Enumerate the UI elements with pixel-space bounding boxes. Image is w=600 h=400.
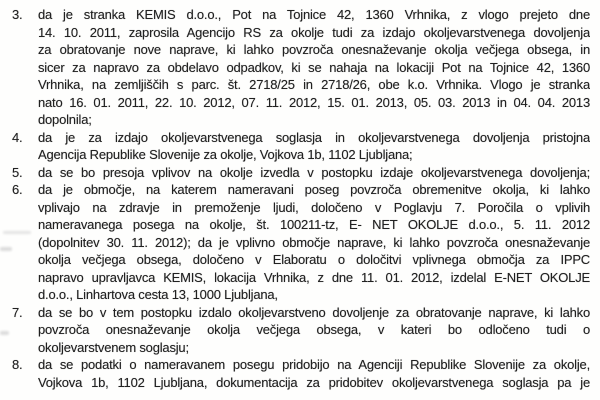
text-line: da se bo v tem postopku izdalo okoljevarstveno dovoljenje za obratovanje naprave, ki lahko (38, 304, 590, 320)
text-line: napravo upravljavca KEMIS, lokacija Vrhnika, z dne 11. 01. 2012, izdelal E-NET OKOLJE (38, 269, 590, 285)
text-line: Agencija Republike Slovenije za okolje, Vojkova 1b, 1102 Ljubljana; (38, 147, 413, 162)
list-item (10, 181, 590, 304)
item-body (38, 6, 590, 129)
item-body (38, 356, 590, 391)
scan-artifact (0, 331, 9, 335)
item-number: 6. (12, 182, 23, 197)
list-item (10, 6, 590, 129)
text-line: povzroča onesnaževanje okolja večjega obsega, v kateri bo odločeno tudi o (38, 322, 590, 337)
item-number: 5. (12, 164, 23, 180)
text-line: nato 16. 01. 2011, 22. 10. 2012, 07. 11. 2012, 15. 01. 2013, 05. 03. 2013 in 04. 04. 2013 (38, 94, 590, 110)
list-item (10, 164, 590, 182)
text-line: da je za izdajo okoljevarstvenega soglasja in okoljevarstvenega dovoljenja pristojna (38, 129, 590, 145)
text-line: 14. 10. 2011, zaprosila Agencijo RS za okolje tudi za izdajo okoljevarstvenega dovoljenja (38, 24, 590, 40)
item-body (38, 164, 590, 182)
text-line: da se podatki o nameravanem posegu pridobijo na Agenciji Republike Slovenije za okolje, (38, 357, 590, 372)
list-item (10, 129, 590, 164)
text-line: vplivajo na zdravje in premoženje ljudi, določeno v Poglavju 7. Poročila o vplivih (38, 199, 590, 215)
item-number: 3. (12, 7, 23, 22)
text-line: nameravanega posega na okolje, št. 100211-tz, E- NET OKOLJE d.o.o., 5. 11. 2012 (38, 217, 590, 232)
item-body (38, 129, 590, 164)
text-line: da se bo presoja vplivov na okolje izvedla v postopku izdaje okoljevarstvenega dovoljenja; (38, 164, 590, 180)
text-line: za obratovanje nove naprave, ki lahko povzroča onesnaževanje okolja večjega obsega, in (38, 42, 590, 57)
item-body (38, 181, 590, 304)
text-line: Vojkova 1b, 1102 Ljubljana, dokumentacija za pridobitev okoljevarstvenega soglasja pa je (38, 374, 590, 390)
list-item (10, 356, 590, 391)
list-item (10, 304, 590, 357)
item-number: 7. (12, 304, 23, 320)
numbered-list (10, 6, 590, 391)
scan-artifact (3, 231, 31, 234)
item-body (38, 304, 590, 357)
text-line: da je območje, na katerem nameravani poseg povzroča obremenitve okolja, ki lahko (38, 182, 590, 197)
text-line: (dopolnitev 30. 11. 2012); da je vplivno območje naprave, ki lahko povzroča onesnaževanje (38, 234, 590, 250)
text-line: dopolnila; (38, 112, 92, 127)
item-number: 4. (12, 129, 23, 145)
text-line: Vrhnika, na zemljiščih s parc. št. 2718/25 in 2718/26, obe k.o. Vrhnika. Vlogo je stranka (38, 77, 590, 92)
item-number: 8. (12, 357, 23, 372)
text-line: d.o.o., Linhartova cesta 13, 1000 Ljubljana, (38, 287, 278, 302)
text-line: da je stranka KEMIS d.o.o., Pot na Tojnice 42, 1360 Vrhnika, z vlogo prejeto dne (38, 7, 590, 22)
text-line: okoljevarstvenem soglasju; (38, 339, 189, 355)
text-line: okolja večjega obsega, določeno v Elaboratu o določitvi vplivnega območja za IPPC (38, 252, 590, 267)
text-line: sicer za napravo za obdelavo odpadkov, ki se nahaja na lokaciji Pot na Tojnice 42, 1360 (38, 59, 590, 75)
scan-artifact (0, 247, 12, 251)
